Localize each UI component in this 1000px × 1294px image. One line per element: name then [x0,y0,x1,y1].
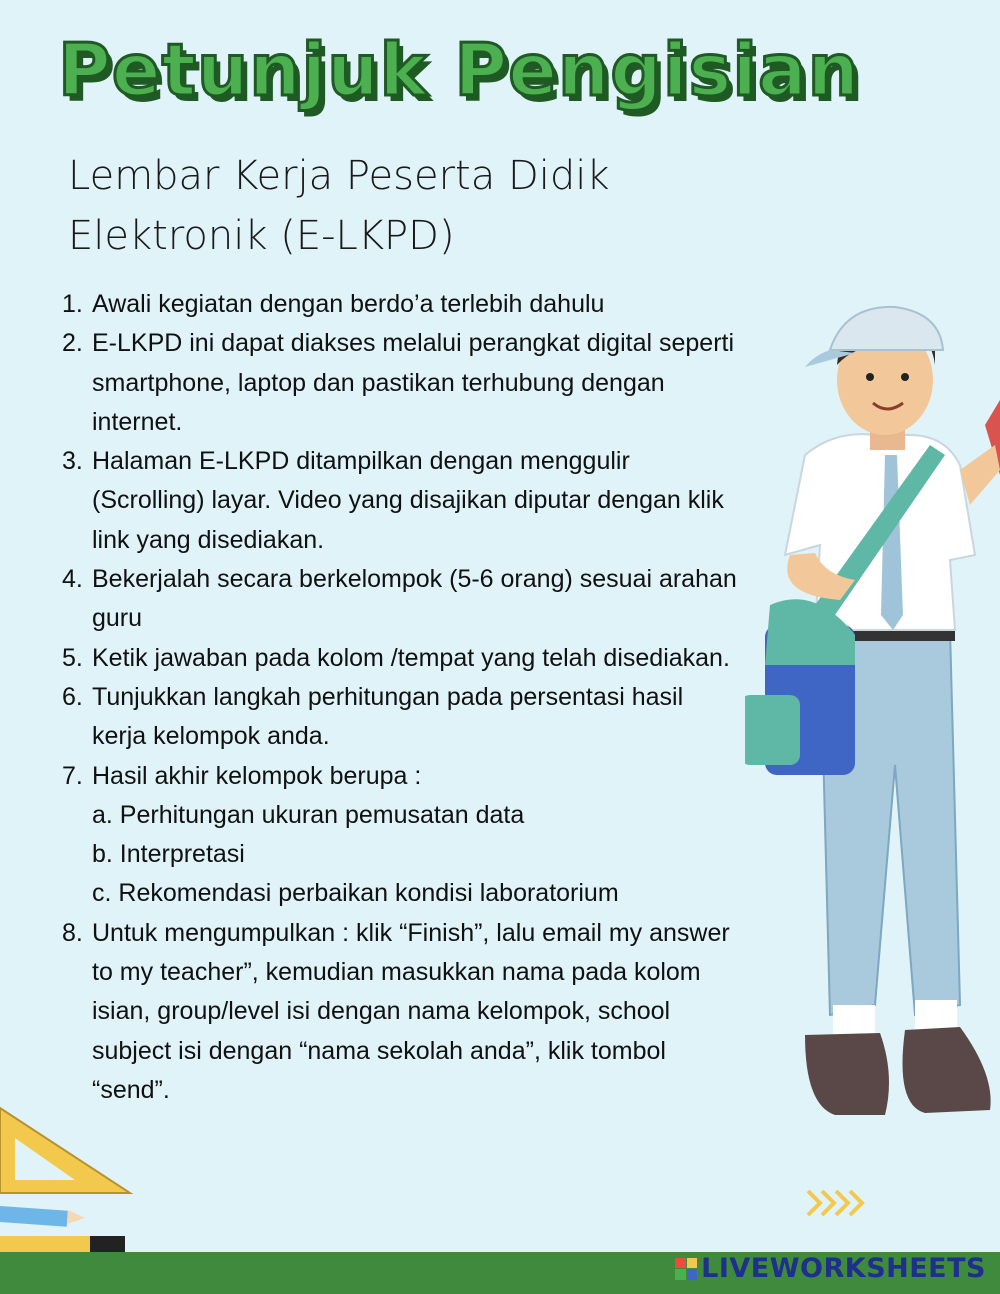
sublist-item: a. Perhitungan ukuran pemusatan data [92,800,525,829]
instruction-item [62,560,742,639]
subtitle-line-1: Lembar Kerja Peserta Didik [68,153,610,199]
watermark-text: LIVEWORKSHEETS [701,1253,986,1284]
result-sublist [92,796,742,914]
instruction-number: 4. [62,565,83,594]
instruction-item [62,285,742,324]
instruction-text: Bekerjalah secara berkelompok (5-6 orang) sesuai arahan guru [92,565,737,633]
subtitle-line-2: Elektronik (E-LKPD) [68,213,455,259]
page-subtitle [68,146,688,266]
liveworksheets-logo-icon [675,1258,697,1280]
sublist-item: c. Rekomendasi perbaikan kondisi laboratorium [92,879,619,908]
liveworksheets-watermark [675,1253,986,1284]
instruction-text: Hasil akhir kelompok berupa : [92,761,422,790]
instruction-item [62,914,742,1110]
cap [830,307,943,350]
instruction-text: Ketik jawaban pada kolom /tempat yang telah disediakan. [92,643,730,672]
instruction-list [62,285,742,1110]
instruction-number: 3. [62,447,83,476]
instruction-item [62,678,742,757]
instruction-text: Halaman E-LKPD ditampilkan dengan menggulir (Scrolling) layar. Video yang disajikan diputar dengan klik link yang disediakan. [92,447,724,554]
instruction-item [62,757,742,914]
student-illustration [745,305,1000,1150]
right-shoe [903,1027,991,1113]
instruction-text: Untuk mengumpulkan : klik “Finish”, lalu email my answer to my teacher”, kemudian masukkan nama pada kolom isian, group/level isi dengan nama kelompok, school subject isi dengan “nama sekolah anda”, klik tombol “send”. [92,918,730,1104]
instruction-text: E-LKPD ini dapat diakses melalui perangkat digital seperti smartphone, laptop dan pastikan terhubung dengan internet. [92,329,735,436]
instruction-item [62,324,742,442]
instruction-number: 8. [62,918,83,947]
instruction-number: 2. [62,329,83,358]
instruction-text-group [92,757,742,914]
page-title: Petunjuk Pengisian [58,28,860,112]
instruction-number: 1. [62,290,83,318]
ruler-and-pencils-illustration [0,1098,140,1268]
instruction-text: Awali kegiatan dengan berdo’a terlebih dahulu [92,290,605,318]
instruction-text: Tunjukkan langkah perhitungan pada persentasi hasil kerja kelompok anda. [92,682,684,751]
instruction-number: 7. [62,761,83,790]
next-chevrons-icon [806,1188,872,1218]
instruction-item [62,442,742,560]
instruction-number: 5. [62,643,83,672]
left-shoe [805,1033,889,1115]
instruction-item [62,639,742,678]
sublist-item: b. Interpretasi [92,840,245,869]
instruction-number: 6. [62,682,83,711]
